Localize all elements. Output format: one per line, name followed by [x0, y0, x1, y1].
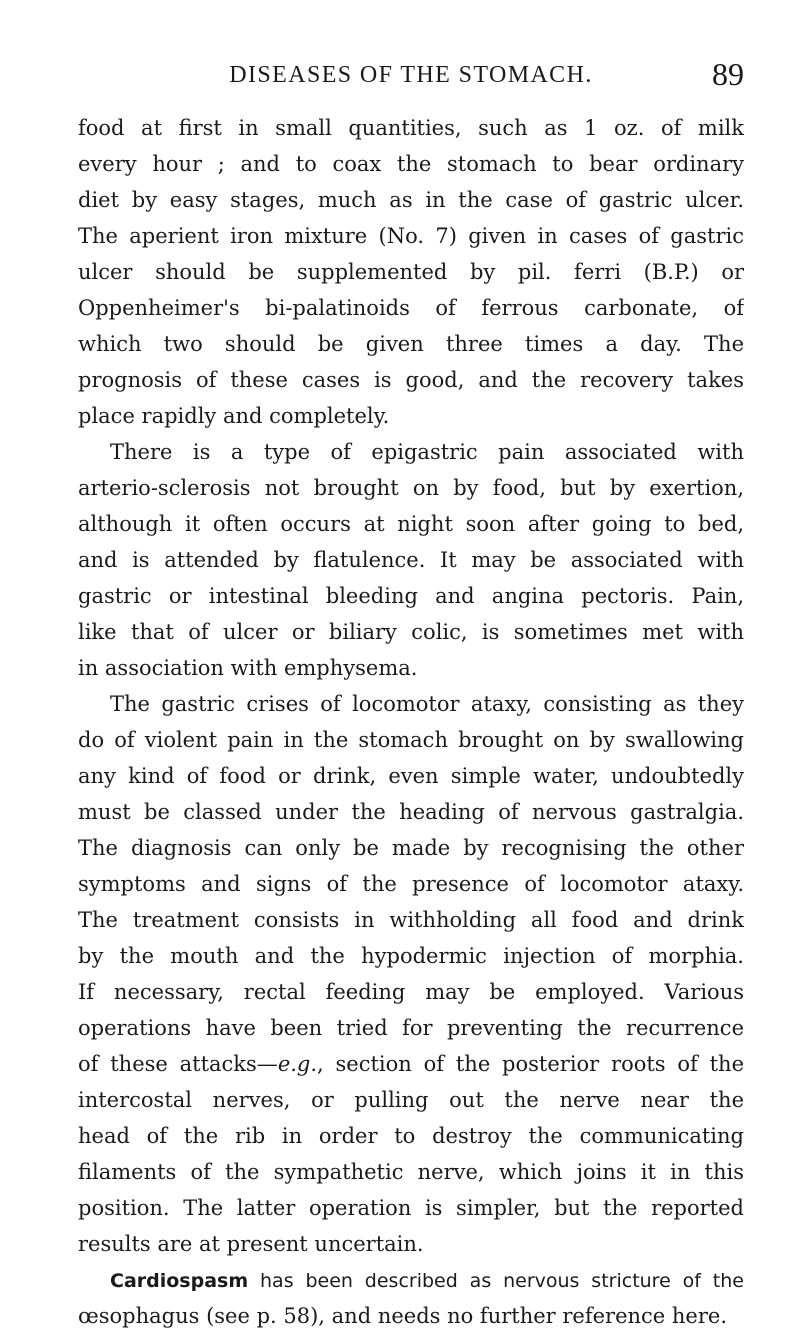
eg-italic: e.g. [277, 1052, 318, 1076]
text-line: any kind of food or drink, even simple water, undoubtedly [78, 764, 744, 788]
text-line: œsophagus (see p. 58), and needs no further reference here. [78, 1304, 727, 1328]
text-line-eg [78, 1046, 744, 1082]
text-line: The aperient iron mixture (No. 7) given in cases of gastric [78, 224, 744, 248]
body-text [78, 110, 744, 1334]
paragraph-start-cardiospasm [78, 1262, 744, 1298]
text-line: food at first in small quantities, such as 1 oz. of milk [78, 116, 744, 140]
text-line: operations have been tried for preventing the recurrence [78, 1016, 744, 1040]
text-line: prognosis of these cases is good, and the recovery takes [78, 368, 744, 392]
text-line: arterio-sclerosis not brought on by food, but by exertion, [78, 476, 744, 500]
cardiospasm-rest: has been described as nervous stricture of the [248, 1270, 744, 1292]
cardiospasm-term: Cardiospasm [110, 1270, 249, 1292]
text-line: The treatment consists in withholding all food and drink [78, 908, 744, 932]
text-line: The diagnosis can only be made by recognising the other [78, 836, 744, 860]
page-number: 89 [712, 56, 744, 92]
text-line: although it often occurs at night soon after going to bed, [78, 512, 744, 536]
text-line: place rapidly and completely. [78, 404, 390, 428]
paragraph-start: There is a type of epigastric pain associated with [110, 440, 744, 464]
text-line: results are at present uncertain. [78, 1232, 424, 1256]
text-line: by the mouth and the hypodermic injection of morphia. [78, 944, 744, 968]
text-line: like that of ulcer or biliary colic, is sometimes met with [78, 620, 744, 644]
text-line: If necessary, rectal feeding may be employed. Various [78, 980, 744, 1004]
text-line: do of violent pain in the stomach brought on by swallowing [78, 728, 744, 752]
text-line: head of the rib in order to destroy the communicating [78, 1124, 744, 1148]
text-line: position. The latter operation is simpler, but the reported [78, 1196, 744, 1220]
running-head [78, 56, 744, 96]
running-title: DISEASES OF THE STOMACH. [229, 62, 593, 88]
text-line: in association with emphysema. [78, 656, 418, 680]
text-line: and is attended by flatulence. It may be associated with [78, 548, 744, 572]
text-line: intercostal nerves, or pulling out the nerve near the [78, 1088, 744, 1112]
text-line: Oppenheimer's bi-palatinoids of ferrous carbonate, of [78, 296, 744, 320]
paragraph-start: The gastric crises of locomotor ataxy, consisting as they [110, 692, 744, 716]
text-line: every hour ; and to coax the stomach to bear ordinary [78, 152, 744, 176]
text-line: must be classed under the heading of nervous gastralgia. [78, 800, 744, 824]
text-line: filaments of the sympathetic nerve, which joins it in this [78, 1160, 744, 1184]
text-line: diet by easy stages, much as in the case of gastric ulcer. [78, 188, 744, 212]
text-line: gastric or intestinal bleeding and angina pectoris. Pain, [78, 584, 744, 608]
eg-before: of these attacks— [78, 1052, 278, 1076]
eg-after: , section of the posterior roots of the [317, 1052, 744, 1076]
text-line: which two should be given three times a day. The [78, 332, 744, 356]
text-line: symptoms and signs of the presence of locomotor ataxy. [78, 872, 744, 896]
text-line: ulcer should be supplemented by pil. ferri (B.P.) or [78, 260, 744, 284]
